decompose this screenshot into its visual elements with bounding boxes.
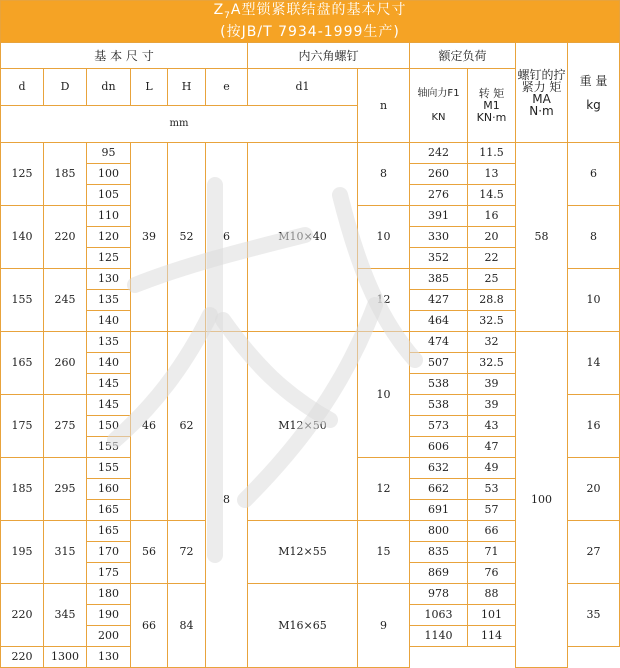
dn-cell: 155 bbox=[87, 458, 131, 479]
axial-force-label: 轴向力F1 bbox=[417, 87, 460, 99]
axial-force-cell: 662 bbox=[410, 479, 468, 500]
bore-d-cell: 195 bbox=[1, 521, 44, 584]
length-L-cell: 39 bbox=[131, 143, 168, 332]
screw-count-cell: 8 bbox=[358, 143, 410, 206]
unit-mm: mm bbox=[1, 106, 358, 143]
axial-force-cell: 538 bbox=[410, 374, 468, 395]
torque-cell: 66 bbox=[468, 521, 516, 542]
header-d: d bbox=[1, 69, 44, 106]
bore-d-cell: 140 bbox=[1, 206, 44, 269]
torque-cell: 14.5 bbox=[468, 185, 516, 206]
header-d1: d1 bbox=[248, 69, 358, 106]
dn-cell: 170 bbox=[87, 542, 131, 563]
group-hex-screw: 内六角螺钉 bbox=[248, 43, 410, 69]
torque-cell: 13 bbox=[468, 164, 516, 185]
weight-cell: 6 bbox=[568, 143, 620, 206]
torque-cell: 16 bbox=[468, 206, 516, 227]
header-L: L bbox=[131, 69, 168, 106]
screw-size-cell: M12×50 bbox=[248, 332, 358, 521]
torque-cell: 28.8 bbox=[468, 290, 516, 311]
torque-unit: KN·m bbox=[476, 110, 507, 124]
dn-cell: 155 bbox=[87, 437, 131, 458]
axial-force-cell: 474 bbox=[410, 332, 468, 353]
torque-cell: 49 bbox=[468, 458, 516, 479]
dn-cell: 200 bbox=[87, 626, 131, 647]
dn-cell: 220 bbox=[1, 647, 44, 668]
outer-D-cell: 245 bbox=[44, 269, 87, 332]
screw-torque-header bbox=[516, 43, 568, 143]
weight-cell: 27 bbox=[568, 521, 620, 584]
weight-cell: 16 bbox=[568, 395, 620, 458]
axial-force-cell: 330 bbox=[410, 227, 468, 248]
e-cell: 8 bbox=[206, 332, 248, 668]
weight-unit: kg bbox=[586, 97, 601, 112]
weight-cell: 8 bbox=[568, 206, 620, 269]
torque-cell: 71 bbox=[468, 542, 516, 563]
axial-force-cell: 978 bbox=[410, 584, 468, 605]
torque-cell: 101 bbox=[468, 605, 516, 626]
torque-cell: 76 bbox=[468, 563, 516, 584]
header-H: H bbox=[168, 69, 206, 106]
axial-force-cell: 691 bbox=[410, 500, 468, 521]
torque-cell: 57 bbox=[468, 500, 516, 521]
axial-force-cell: 391 bbox=[410, 206, 468, 227]
torque-cell: 43 bbox=[468, 416, 516, 437]
title-z: Z bbox=[213, 1, 225, 18]
header-e: e bbox=[206, 69, 248, 106]
axial-force-cell: 800 bbox=[410, 521, 468, 542]
e-cell: 6 bbox=[206, 143, 248, 332]
axial-force-cell: 606 bbox=[410, 437, 468, 458]
group-rated-load: 额定负荷 bbox=[410, 43, 516, 69]
axial-force-cell: 538 bbox=[410, 395, 468, 416]
header-n: n bbox=[358, 69, 410, 143]
title-subscript: 7 bbox=[224, 10, 231, 21]
dn-cell: 125 bbox=[87, 248, 131, 269]
screw-count-cell: 9 bbox=[358, 584, 410, 668]
table-title bbox=[1, 1, 620, 43]
axial-force-cell: 464 bbox=[410, 311, 468, 332]
torque-cell: 20 bbox=[468, 227, 516, 248]
outer-D-cell: 185 bbox=[44, 143, 87, 206]
screw-count-cell: 10 bbox=[358, 206, 410, 269]
height-H-cell: 62 bbox=[168, 332, 206, 521]
weight-label: 重 量 bbox=[579, 73, 608, 88]
bore-d-cell: 125 bbox=[1, 143, 44, 206]
bore-d-cell: 165 bbox=[1, 332, 44, 395]
dn-cell: 165 bbox=[87, 500, 131, 521]
axial-force-cell: 1063 bbox=[410, 605, 468, 626]
weight-cell: 14 bbox=[568, 332, 620, 395]
outer-D-cell: 345 bbox=[44, 584, 87, 647]
dn-cell: 100 bbox=[87, 164, 131, 185]
dn-cell: 160 bbox=[87, 479, 131, 500]
dn-cell: 120 bbox=[87, 227, 131, 248]
bore-d-cell: 185 bbox=[1, 458, 44, 521]
dn-cell: 140 bbox=[87, 311, 131, 332]
torque-cell: 39 bbox=[468, 374, 516, 395]
axial-force-unit: KN bbox=[431, 111, 446, 123]
table-body bbox=[1, 143, 620, 668]
dn-cell: 105 bbox=[87, 185, 131, 206]
axial-force-cell: 385 bbox=[410, 269, 468, 290]
screw-torque-label: 螺钉的拧 紧力 矩 bbox=[517, 67, 566, 94]
bore-d-cell: 220 bbox=[1, 584, 44, 647]
screw-count-cell: 12 bbox=[358, 458, 410, 521]
dn-cell: 145 bbox=[87, 395, 131, 416]
torque-cell: 39 bbox=[468, 395, 516, 416]
weight-cell: 35 bbox=[568, 584, 620, 647]
tightening-torque-cell: 100 bbox=[516, 332, 568, 668]
axial-force-cell: 632 bbox=[410, 458, 468, 479]
dn-cell: 95 bbox=[87, 143, 131, 164]
axial-force-cell: 352 bbox=[410, 248, 468, 269]
torque-cell: 32.5 bbox=[468, 353, 516, 374]
dn-cell: 190 bbox=[87, 605, 131, 626]
torque-cell: 32 bbox=[468, 332, 516, 353]
screw-count-cell: 12 bbox=[358, 269, 410, 332]
torque-cell: 53 bbox=[468, 479, 516, 500]
outer-D-cell: 220 bbox=[44, 206, 87, 269]
table-row bbox=[1, 332, 620, 353]
dn-cell: 175 bbox=[87, 563, 131, 584]
axial-force-cell: 507 bbox=[410, 353, 468, 374]
screw-size-cell: M16×65 bbox=[248, 584, 358, 668]
table-row bbox=[1, 143, 620, 164]
axial-force-cell: 1140 bbox=[410, 626, 468, 647]
weight-cell: 10 bbox=[568, 269, 620, 332]
dn-cell: 130 bbox=[87, 269, 131, 290]
dn-cell: 180 bbox=[87, 584, 131, 605]
axial-force-cell: 573 bbox=[410, 416, 468, 437]
axial-force-cell: 276 bbox=[410, 185, 468, 206]
torque-cell: 22 bbox=[468, 248, 516, 269]
torque-cell: 11.5 bbox=[468, 143, 516, 164]
ma-unit: N·m bbox=[529, 103, 554, 118]
weight-cell: 20 bbox=[568, 458, 620, 521]
outer-D-cell: 295 bbox=[44, 458, 87, 521]
torque-cell: 47 bbox=[468, 437, 516, 458]
torque-label: 转 矩 bbox=[478, 86, 505, 100]
axial-force-cell: 242 bbox=[410, 143, 468, 164]
screw-count-cell: 10 bbox=[358, 332, 410, 458]
axial-force-cell: 260 bbox=[410, 164, 468, 185]
torque-cell: 130 bbox=[87, 647, 131, 668]
screw-size-cell: M10×40 bbox=[248, 143, 358, 332]
axial-force-cell: 427 bbox=[410, 290, 468, 311]
torque-symbol: M1 bbox=[483, 98, 500, 112]
dn-cell: 135 bbox=[87, 332, 131, 353]
outer-D-cell: 315 bbox=[44, 521, 87, 584]
title-text: A型锁紧联结盘的基本尺寸 bbox=[230, 1, 407, 18]
dn-cell: 165 bbox=[87, 521, 131, 542]
dn-cell: 135 bbox=[87, 290, 131, 311]
height-H-cell: 84 bbox=[168, 584, 206, 668]
header-D: D bbox=[44, 69, 87, 106]
bore-d-cell: 155 bbox=[1, 269, 44, 332]
weight-header bbox=[568, 43, 620, 143]
screw-count-cell: 15 bbox=[358, 521, 410, 584]
bore-d-cell: 175 bbox=[1, 395, 44, 458]
axial-force-cell: 1300 bbox=[44, 647, 87, 668]
dn-cell: 110 bbox=[87, 206, 131, 227]
length-L-cell: 46 bbox=[131, 332, 168, 521]
screw-size-cell: M12×55 bbox=[248, 521, 358, 584]
dn-cell: 150 bbox=[87, 416, 131, 437]
length-L-cell: 66 bbox=[131, 584, 168, 668]
torque-cell: 25 bbox=[468, 269, 516, 290]
length-L-cell: 56 bbox=[131, 521, 168, 584]
torque-cell: 32.5 bbox=[468, 311, 516, 332]
group-basic-dimensions: 基 本 尺 寸 bbox=[1, 43, 248, 69]
dn-cell: 140 bbox=[87, 353, 131, 374]
tightening-torque-cell: 58 bbox=[516, 143, 568, 332]
axial-force-cell: 869 bbox=[410, 563, 468, 584]
torque-cell: 114 bbox=[468, 626, 516, 647]
height-H-cell: 52 bbox=[168, 143, 206, 332]
title-standard: (按JB/T 7934-1999生产) bbox=[220, 24, 400, 41]
outer-D-cell: 275 bbox=[44, 395, 87, 458]
header-dn: dn bbox=[87, 69, 131, 106]
dn-cell: 145 bbox=[87, 374, 131, 395]
outer-D-cell: 260 bbox=[44, 332, 87, 395]
height-H-cell: 72 bbox=[168, 521, 206, 584]
axial-force-cell: 835 bbox=[410, 542, 468, 563]
header-torque bbox=[468, 69, 516, 143]
ma-symbol: MA bbox=[532, 91, 551, 106]
header-axial-force bbox=[410, 69, 468, 143]
torque-cell: 88 bbox=[468, 584, 516, 605]
